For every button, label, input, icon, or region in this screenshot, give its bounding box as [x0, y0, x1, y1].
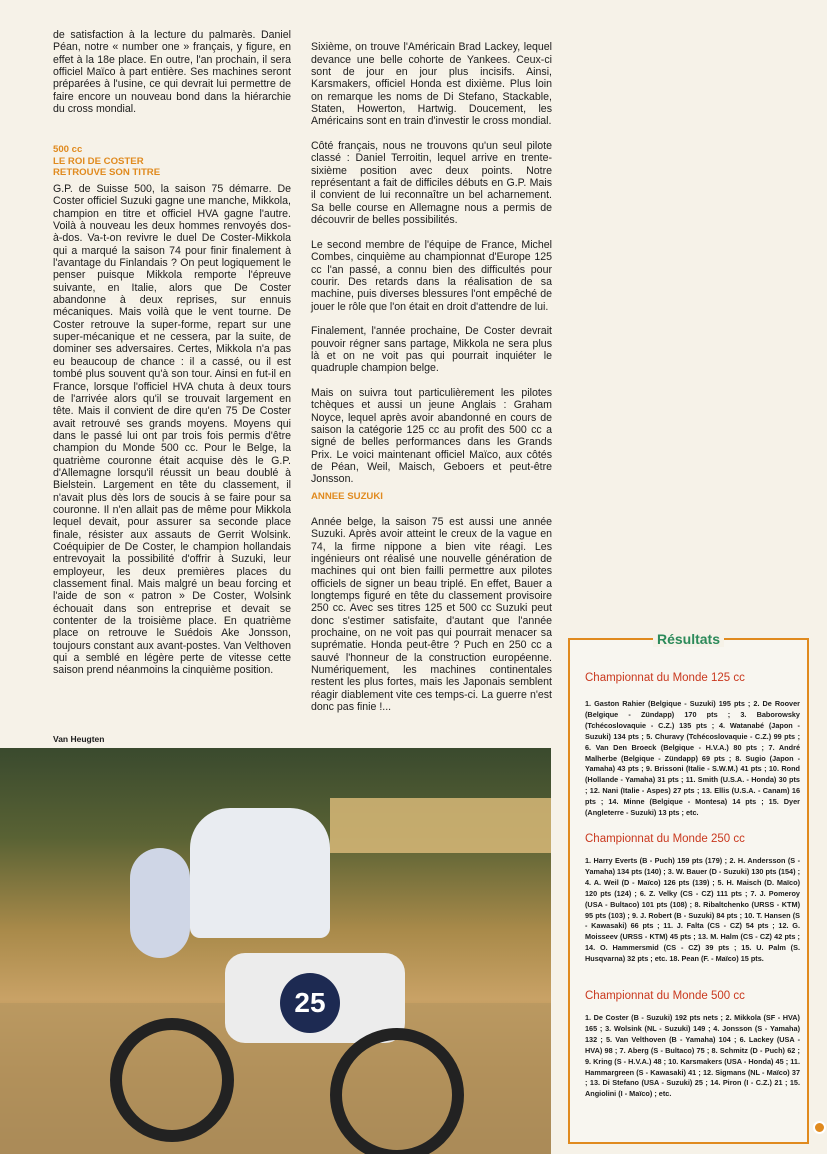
- article-right-column: [311, 29, 552, 498]
- page-corner-icon: [813, 1121, 826, 1134]
- paragraph: Mais on suivra tout particulièrement les pilotes tchèques et aussi un jeune Anglais : Graham Noyce, lequel après avoir abandonné en cours de saison la catégorie 125 cc au profit des 500 cc a signé de belles performances dans les Grands Prix. Le voici maintenant officiel Maïco, aux côtés de Péan, Weil, Maisch, Geboers et peut-être Jonsson.: [311, 386, 552, 486]
- section-body-suzuki: Année belge, la saison 75 est aussi une année Suzuki. Après avoir atteint le creux de la vague en 74, la firme nippone a bien vite réagi. Les ingénieurs ont réalisé une nouvelle génération de machines qui ont bien failli permettre aux pilotes officiels de signer un beau triplé. En effet, Bauer a longtemps figuré en tête du classement provisoire 250 cc. Avec ses titres 125 et 500 cc Suzuki peut donc s'estimer satisfaite, d'autant que l'année prochaine, on ne voit pas qui pourrait menacer sa suprématie. Honda peut-être ? Puch en 250 cc a sauvé l'honneur de la construction européenne. Numériquement, les machines continentales restent les plus fortes, mais les Japonais semblent réagir diablement vite ces temps-ci. La guerre n'est donc pas finie !...: [311, 516, 552, 714]
- results-500: 1. De Coster (B - Suzuki) 192 pts nets ; 2. Mikkola (SF - HVA) 165 ; 3. Wolsink (NL - Suzuki) 149 ; 4. Jonsson (S - Yamaha) 132 ; 5. Van Velthoven (B - Yamaha) 104 ; 6. Lackey (USA - HVA) 98 ; 7. Aberg (S - Bultaco) 75 ; 8. Schmitz (D - Puch) 62 ; 9. Kring (S - H.V.A.) 48 ; 10. Karsmakers (USA - Honda) 45 ; 11. Hammargreen (S - Kawasaki) 41 ; 12. Sigmans (NL - Maïco) 37 ; 13. Di Stefano (USA - Suzuki) 25 ; 14. Piron (I - C.Z.) 21 ; 15. Angiolini (I - Maïco) ; etc.: [585, 1013, 800, 1099]
- paragraph: Sixième, on trouve l'Américain Brad Lackey, lequel devance une belle cohorte de Yankees. Ceux-ci sont de jour en jour plus incisifs. Ainsi, Karsmakers, officiel Honda est dixième. Plus loin on remarque les noms de Di Stefano, Stackable, Staten, Howerton, Hartwig. Doucement, les Américains sont en train d'investir le cross mondial.: [311, 41, 552, 128]
- paragraph: Côté français, nous ne trouvons qu'un seul pilote classé : Daniel Terroitin, lequel arrive en trente-sixième position avec deux points. Notre représentant a fait de difficiles débuts en G.P. Mais il convient de lui reconnaître un bel acharnement. Sa belle course en Allemagne nous a permis de découvrir de belles possibilités.: [311, 140, 552, 227]
- motocross-photo: [0, 748, 551, 1154]
- section-heading-500cc: 500 cc LE ROI DE COSTER RETROUVE SON TITRE: [53, 144, 161, 178]
- wheel: [330, 1028, 464, 1154]
- section-heading-suzuki: ANNEE SUZUKI: [311, 491, 383, 502]
- results-125: 1. Gaston Rahier (Belgique - Suzuki) 195 pts ; 2. De Roover (Belgique - Zündapp) 170 pts ; 3. Baborowsky (Tchécoslovaquie - C.Z.) 135 pts ; 4. Watanabé (Japon - Suzuki) 134 pts ; 5. Churavy (Tchécoslovaquie - C.Z.) 99 pts ; 6. Van Den Broeck (Belgique - H.V.A.) 80 pts ; 7. André Malherbe (Belgique - Zündapp) 69 pts ; 8. Sugio (Japon - Yamaha) 43 pts ; 9. Brissoni (Italie - S.W.M.) 41 pts ; 10. Rond (Hollande - Yamaha) 31 pts ; 11. Smith (U.S.A. - Honda) 30 pts ; 12. Nani (Italie - Aspes) 27 pts ; 13. Ellis (U.S.A. - Canam) 16 pts ; 14. Minne (Belgique - Montesa) 14 pts ; 15. Dyer (Angleterre - Suzuki) 13 pts ; etc.: [585, 699, 800, 818]
- section-body-500cc: G.P. de Suisse 500, la saison 75 démarre. De Coster officiel Suzuki gagne une manche, Mikkola, champion en titre et officiel HVA gagne l'autre. Voilà à nouveau les deux hommes renvoyés dos-à-dos. Va-t-on revivre le duel De Coster-Mikkola qui a marqué la saison 74 pour finir finalement à l'avantage du Finlandais ? On peut logiquement le penser puisque Mikkola remporte l'épreuve suivante, en Italie, alors que De Coster abandonne à deux reprises, sur ennuis mécaniques. Mais voilà que le vent tourne. De Coster retrouve la super-forme, repart sur une super-mécanique et ne cessera, par la suite, de dominer ses adversaires. Certes, Mikkola n'a pas eu beaucoup de chance : il a cassé, ou il est tombé plus souvent qu'à son tour. Ainsi en fut-il en France, lorsque l'officiel HVA chuta à deux tours de l'arrivée alors qu'il se trouvait largement en tête. Mais il convient de dire qu'en 75 De Coster avait retrouvé ses grands moyens. Moyens qui dans le passé lui ont par trois fois permis d'être champion du Monde 500 cc. Pour le Belge, la quatrième couronne était acquise dès le G.P. d'Allemagne lorsqu'il réussit un beau doublé à Bielstein. Largement en tête du classement, il n'avait plus dès lors de soucis à se faire pour sa couronne. Il n'en allait pas de même pour Mikkola lequel devait, pour assurer sa seconde place finale, résister aux assauts de Gerrit Wolsink. Coéquipier de De Coster, le champion hollandais entrevoyait la possibilité d'offrir à Suzuki, leur employeur, les deux premières places du classement final. Mais malgré un beau forcing et l'aide de son « patron » De Coster, Wolsink échouait dans son entreprise et devait se contenter de la troisième place. En quatrième place on retrouve le Suédois Ake Jonsson, toujours constant aux avant-postes. Van Velthoven qui a semblé en légère perte de vitesse cette saison prend néanmoins la cinquième position.: [53, 183, 291, 677]
- wheel: [110, 1018, 234, 1142]
- results-250: 1. Harry Everts (B - Puch) 159 pts (179) ; 2. H. Andersson (S - Yamaha) 134 pts (140) ; 3. W. Bauer (D - Suzuki) 130 pts (154) ; 4. A. Weil (D - Maïco) 126 pts (139) ; 5. H. Maisch (D. Maïco) 120 pts (124) ; 6. Z. Velky (CS - CZ) 111 pts ; 7. J. Pomeroy (USA - Bultaco) 101 pts (108) ; 8. Ribaltchenko (URSS - KTM) 95 pts (103) ; 9. J. Robert (B - Suzuki) 84 pts ; 10. T. Hansen (S - Kawasaki) 66 pts ; 11. J. Falta (CS - CZ) 54 pts ; 12. G. Moisseev (URSS - KTM) 45 pts ; 13. M. Halm (CS - CZ) 42 pts ; 14. O. Hammersmid (CS - CZ) 39 pts ; 15. U. Palm (S. Husqvarna) 32 pts ; etc. 18. Pean (F. - Maïco) 15 pts.: [585, 856, 800, 964]
- photo-credit: Van Heugten: [53, 734, 105, 744]
- championship-title-250: Championnat du Monde 250 cc: [585, 833, 745, 845]
- rider-figure: [190, 808, 330, 938]
- paragraph: Le second membre de l'équipe de France, Michel Combes, cinquième au championnat d'Europe 125 cc l'an passé, a connu bien des difficultés pour courir. Des retards dans la réalisation de sa machine, puis diverses blessures l'ont empêché de jouer le rôle que l'on était en droit d'attendre de lui.: [311, 238, 552, 313]
- championship-title-500: Championnat du Monde 500 cc: [585, 990, 745, 1002]
- race-number-plate: 25: [280, 973, 340, 1033]
- hay-bale: [330, 798, 551, 853]
- article-intro: de satisfaction à la lecture du palmarès. Daniel Péan, notre « number one » français, y figure, en effet à la 18e place. En outre, l'an prochain, il sera officiel Maïco à part entière. Ses machines seront préparées à l'usine, ce qui devrait lui permettre de faire encore un nouveau bond dans la hiérarchie du cross mondial.: [53, 29, 291, 116]
- paragraph: Finalement, l'année prochaine, De Coster devrait pouvoir régner sans partage, Mikkola ne sera plus là et on ne voit pas qui pourrait inquiéter le quadruple champion belge.: [311, 325, 552, 375]
- results-title: Résultats: [570, 631, 807, 647]
- results-panel: [568, 631, 809, 1144]
- rider-figure: [130, 848, 190, 958]
- championship-title-125: Championnat du Monde 125 cc: [585, 672, 745, 684]
